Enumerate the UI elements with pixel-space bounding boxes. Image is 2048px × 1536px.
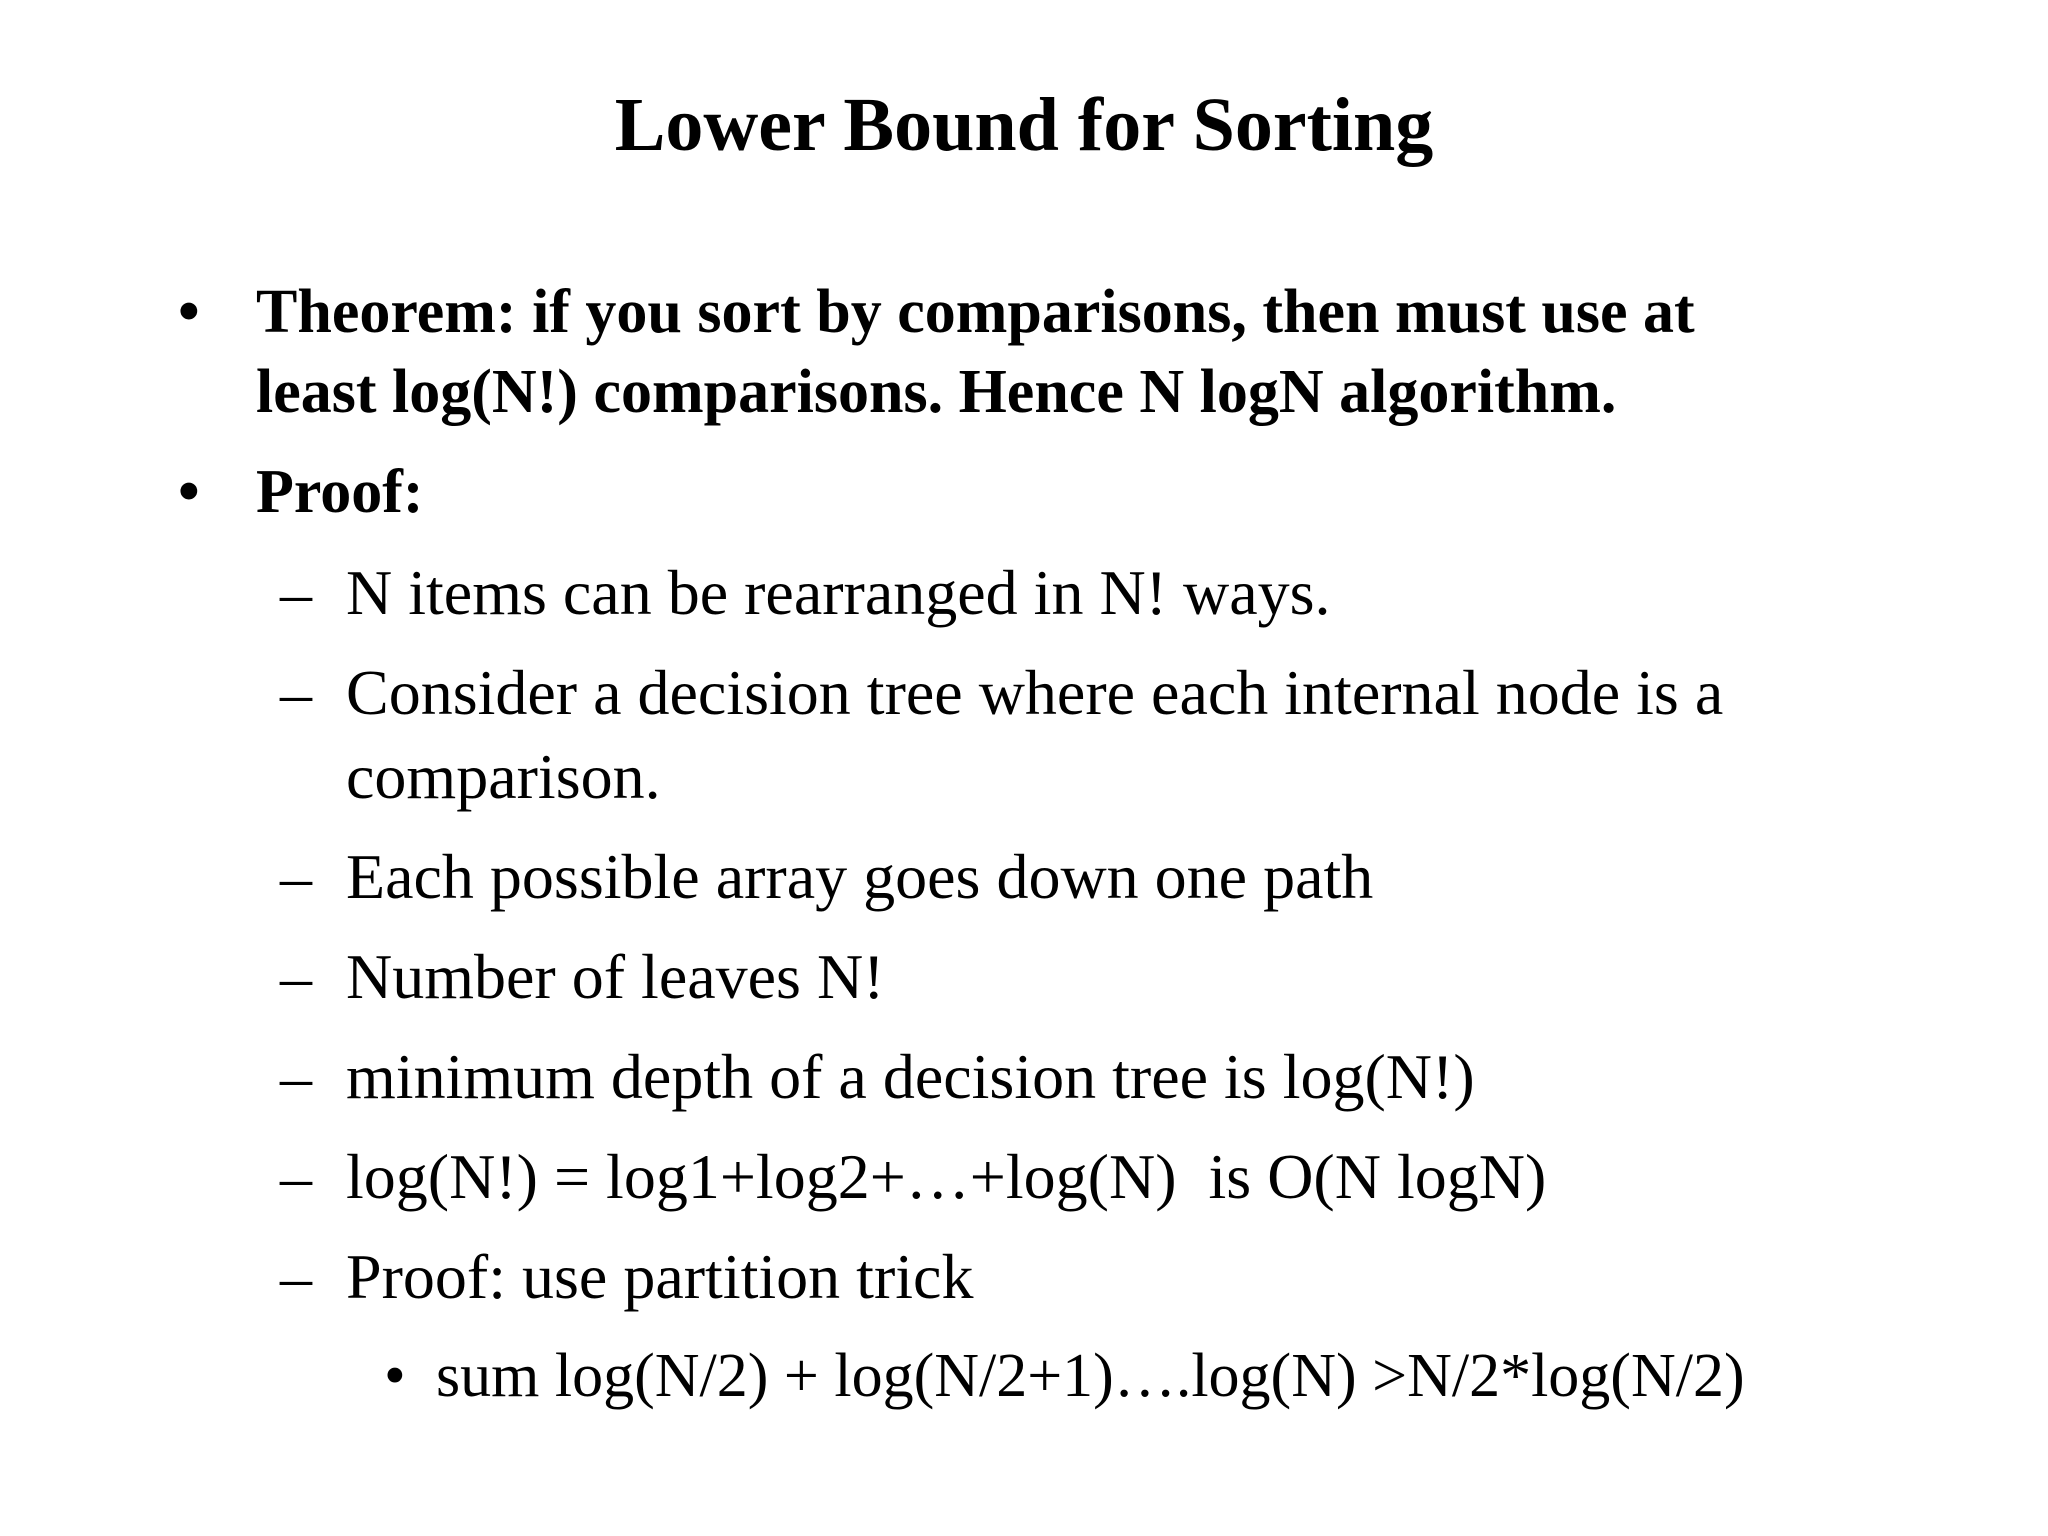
proof-step [0, 1136, 2048, 1218]
proof-step [0, 836, 2048, 918]
proof-step-text: Number of leaves N! [346, 941, 885, 1012]
dash-marker: – [280, 657, 312, 728]
proof-step-text: Consider a decision tree where each internal node is a [346, 657, 1724, 728]
proof-step [0, 552, 2048, 634]
bullet-dot: • [178, 278, 200, 346]
proof-step-text: minimum depth of a decision tree is log(N!) [346, 1041, 1475, 1112]
slide-title: Lower Bound for Sorting [614, 83, 1434, 167]
proof-step-text: comparison. [346, 741, 661, 812]
dash-marker: – [280, 1041, 312, 1112]
dash-marker: – [280, 941, 312, 1012]
proof-step-text: Proof: use partition trick [346, 1241, 974, 1312]
proof-bullet [0, 452, 2048, 532]
proof-step [0, 1036, 2048, 1118]
theorem-line-1: Theorem: if you sort by comparisons, then must use at [256, 278, 1695, 346]
dash-marker: – [280, 557, 312, 628]
sub-bullet [0, 1336, 2048, 1416]
proof-label: Proof: [256, 458, 424, 526]
proof-step [0, 936, 2048, 1018]
proof-step-text: N items can be rearranged in N! ways. [346, 557, 1331, 628]
dash-marker: – [280, 1141, 312, 1212]
bullet-dot: • [178, 458, 200, 526]
proof-step-text: Each possible array goes down one path [346, 841, 1374, 912]
sub-bullet-text: sum log(N/2) + log(N/2+1)….log(N) >N/2*log(N/2) [436, 1342, 1745, 1410]
proof-step-text: log(N!) = log1+log2+…+log(N) is O(N logN) [346, 1141, 1547, 1212]
proof-step [0, 1236, 2048, 1318]
proof-step-continued [0, 736, 2048, 818]
dash-marker: – [280, 1241, 312, 1312]
theorem-bullet-continued [0, 352, 2048, 432]
bullet-dot: • [384, 1342, 406, 1410]
proof-step [0, 652, 2048, 734]
theorem-line-2: least log(N!) comparisons. Hence N logN algorithm. [256, 358, 1617, 426]
theorem-bullet [0, 272, 2048, 352]
dash-marker: – [280, 841, 312, 912]
